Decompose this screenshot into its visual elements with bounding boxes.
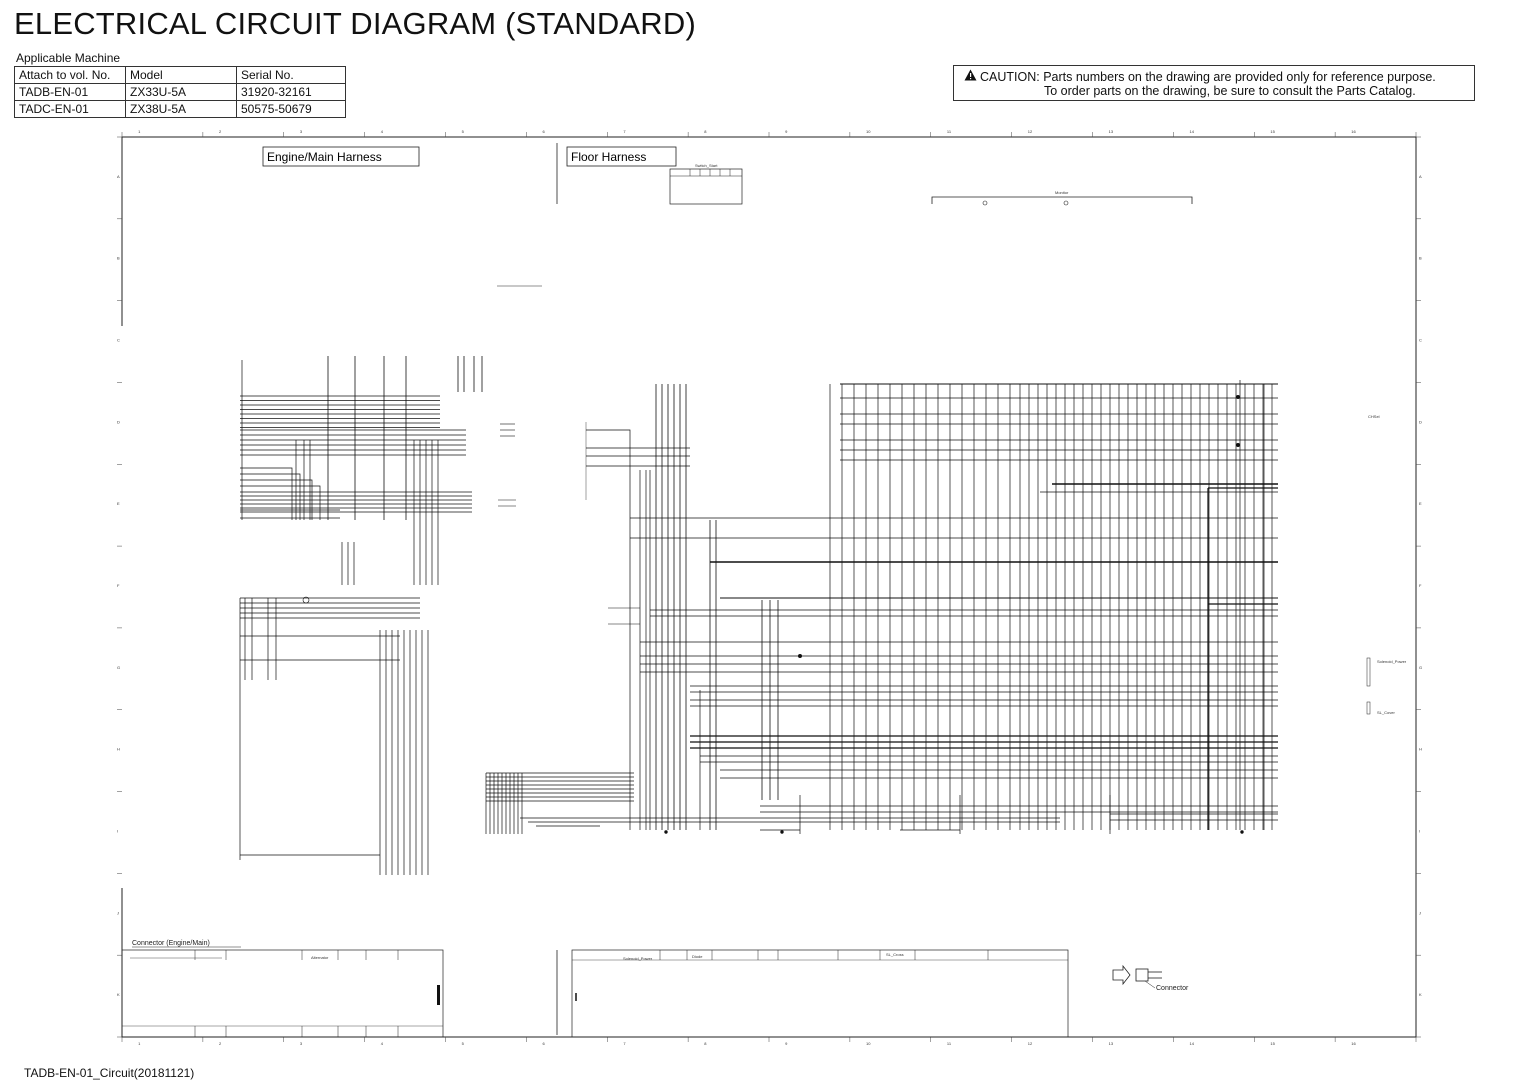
grid-col-label: 12 <box>1027 129 1033 134</box>
grid-col-label: 9 <box>785 1041 788 1046</box>
grid-col-label: 8 <box>704 129 707 134</box>
arrow-right-icon <box>1113 966 1130 984</box>
grid-row-label: D <box>117 419 120 425</box>
grid-col-label: 10 <box>866 1041 871 1046</box>
grid-col-label: 16 <box>1351 129 1356 134</box>
grid-col-label: 15 <box>1270 1041 1275 1046</box>
svg-text:Switch_Start: Switch_Start <box>695 163 718 168</box>
cell-serial: 50575-50679 <box>237 101 346 118</box>
grid-col-label: 11 <box>946 1041 952 1046</box>
cell-model: ZX33U-5A <box>126 84 237 101</box>
connector-table-engine-main <box>122 950 443 1037</box>
grid-col-label: 4 <box>380 129 384 134</box>
grid-row-label: E <box>117 501 120 507</box>
applicable-machine-label: Applicable Machine <box>16 51 121 65</box>
connector-engine-main-label: Connector (Engine/Main) <box>132 940 210 947</box>
grid-col-label: 7 <box>623 129 626 134</box>
grid-col-label: 13 <box>1108 129 1114 134</box>
svg-text:Diode: Diode <box>692 954 703 959</box>
svg-text:SL_Cover: SL_Cover <box>1377 710 1395 715</box>
grid-row-label: I <box>117 828 119 834</box>
grid-row-label: F <box>117 583 120 588</box>
grid-col-label: 8 <box>704 1041 707 1046</box>
grid-col-label: 16 <box>1351 1041 1356 1046</box>
grid-col-label: 10 <box>866 129 871 134</box>
drawing-frame <box>122 137 1416 1037</box>
grid-col-label: 3 <box>299 129 303 134</box>
grid-ticks <box>117 129 1422 1046</box>
grid-col-label: 2 <box>219 129 222 134</box>
connector-legend-label: Connector <box>1156 985 1189 992</box>
engine-main-harness-label: Engine/Main Harness <box>267 150 382 164</box>
svg-text:SL_Cross: SL_Cross <box>886 952 904 957</box>
grid-col-label: 12 <box>1027 1041 1033 1046</box>
grid-row-label: B <box>117 255 120 261</box>
floor-harness-label: Floor Harness <box>571 150 647 164</box>
svg-text:Solenoid_Power: Solenoid_Power <box>1377 659 1407 664</box>
grid-row-label: B <box>1419 255 1422 261</box>
header-model: Model <box>126 67 237 84</box>
grid-col-label: 14 <box>1189 129 1195 134</box>
grid-col-label: 1 <box>138 129 141 134</box>
grid-row-label: K <box>117 992 120 998</box>
grid-col-label: 14 <box>1189 1041 1195 1046</box>
header-serial: Serial No. <box>237 67 346 84</box>
header-attach-vol: Attach to vol. No. <box>15 67 126 84</box>
svg-text:CHSel: CHSel <box>1368 414 1380 419</box>
cell-serial: 31920-32161 <box>237 84 346 101</box>
grid-col-label: 3 <box>299 1041 303 1046</box>
cell-attach-vol: TADC-EN-01 <box>15 101 126 118</box>
grid-row-label: I <box>1419 828 1421 834</box>
grid-row-label: F <box>1419 583 1422 588</box>
grid-row-label: J <box>117 910 119 916</box>
grid-col-label: 5 <box>461 129 464 134</box>
grid-col-label: 6 <box>542 1041 545 1046</box>
caution-line-2: To order parts on the drawing, be sure to consult the Parts Catalog. <box>1044 84 1416 98</box>
page-title: ELECTRICAL CIRCUIT DIAGRAM (STANDARD) <box>14 6 696 41</box>
grid-row-label: C <box>117 337 120 343</box>
grid-row-label: D <box>1419 419 1422 425</box>
switch-start-component <box>670 163 742 204</box>
monitor-component <box>932 190 1192 205</box>
connector-legend <box>1113 966 1189 992</box>
grid-row-label: E <box>1419 501 1422 507</box>
svg-text:Monitor: Monitor <box>1055 190 1069 195</box>
grid-col-label: 15 <box>1270 129 1275 134</box>
caution-line-1: CAUTION: Parts numbers on the drawing are provided only for reference purpose. <box>980 70 1436 84</box>
grid-col-label: 6 <box>542 129 545 134</box>
grid-row-label: C <box>1419 337 1422 343</box>
svg-text:Solenoid_Power: Solenoid_Power <box>623 956 653 961</box>
grid-row-label: G <box>1419 664 1423 670</box>
connector-icon <box>1136 969 1148 981</box>
grid-row-label: J <box>1419 910 1421 916</box>
grid-col-label: 2 <box>219 1041 222 1046</box>
grid-row-label: A <box>117 173 120 179</box>
cell-model: ZX38U-5A <box>126 101 237 118</box>
grid-row-label: H <box>117 746 120 752</box>
connector-table-floor <box>572 950 1068 1037</box>
grid-col-label: 1 <box>138 1041 141 1046</box>
grid-row-label: A <box>1419 173 1422 179</box>
grid-col-label: 4 <box>380 1041 384 1046</box>
grid-col-label: 5 <box>461 1041 464 1046</box>
grid-col-label: 9 <box>785 129 788 134</box>
cell-attach-vol: TADB-EN-01 <box>15 84 126 101</box>
wiring <box>240 356 1278 875</box>
grid-col-label: 11 <box>946 129 952 134</box>
footer-doc-id: TADB-EN-01_Circuit(20181121) <box>24 1066 195 1080</box>
grid-row-label: G <box>117 664 121 670</box>
grid-row-label: K <box>1419 992 1422 998</box>
right-side-components <box>1367 414 1407 715</box>
grid-col-label: 13 <box>1108 1041 1114 1046</box>
svg-text:Alternator: Alternator <box>311 955 329 960</box>
grid-col-label: 7 <box>623 1041 626 1046</box>
grid-row-label: H <box>1419 746 1422 752</box>
